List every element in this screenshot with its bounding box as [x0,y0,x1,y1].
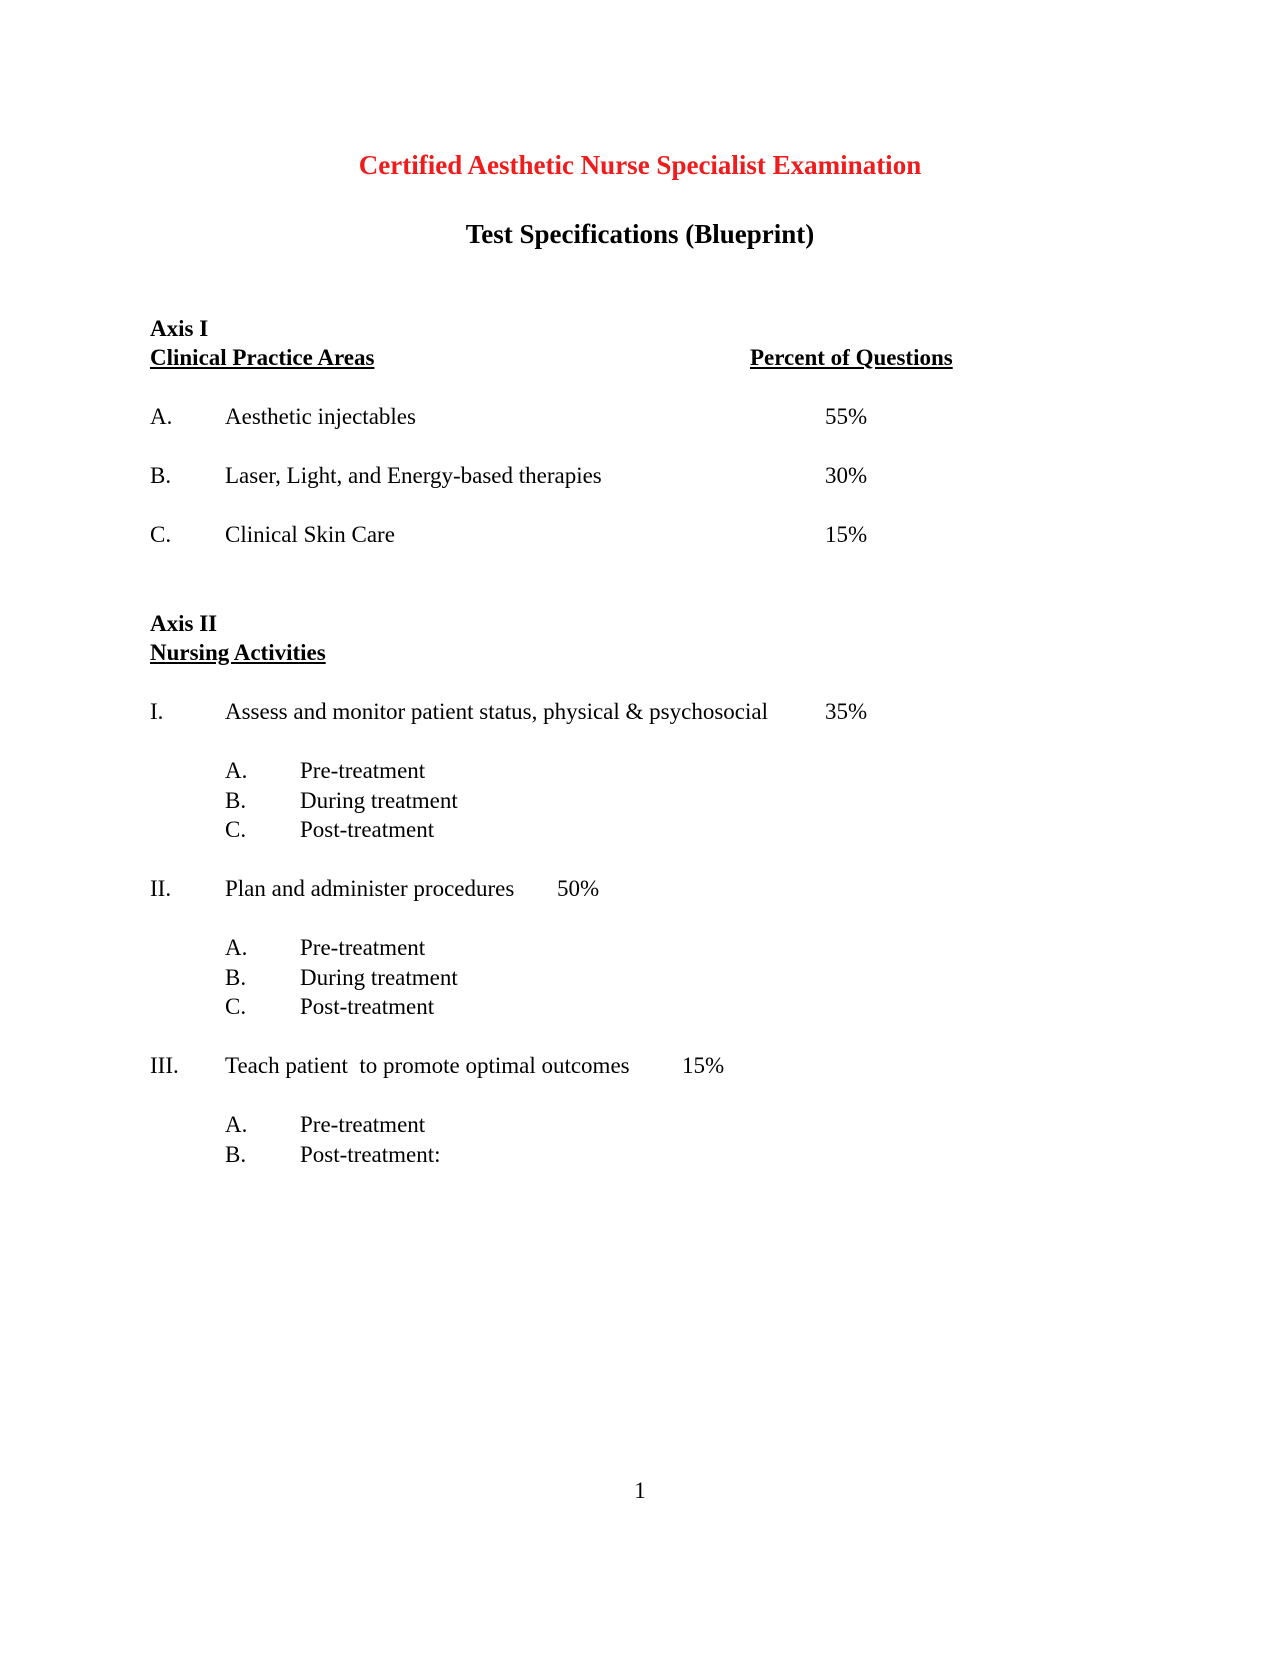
sub-item-label: Pre-treatment [300,935,426,960]
sub-item-letter: B. [225,965,247,990]
sub-item-letter: C. [225,817,247,842]
axis1-row-label: Aesthetic injectables [225,404,416,429]
nursing-activity-label: Assess and monitor patient status, physical & psychosocial [225,699,768,724]
nursing-activity-percent: 35% [825,699,868,724]
axis1-row-label: Clinical Skin Care [225,522,395,547]
axis1-heading: Axis I [150,316,209,341]
page-number: 1 [634,1478,646,1503]
sub-item-label: During treatment [300,788,458,813]
axis1-row-letter: C. [150,522,172,547]
sub-item-letter: A. [225,935,248,960]
sub-item-letter: B. [225,1142,247,1167]
sub-item-letter: B. [225,788,247,813]
nursing-activity-numeral: III. [150,1053,179,1078]
sub-item-label: Post-treatment: [300,1142,441,1167]
document-subtitle: Test Specifications (Blueprint) [465,219,815,249]
document-title: Certified Aesthetic Nurse Specialist Examination [358,150,922,180]
axis1-row-letter: B. [150,463,172,488]
sub-item-label: Post-treatment [300,994,435,1019]
axis1-percent-heading: Percent of Questions [750,345,953,370]
axis1-row-percent: 55% [825,404,868,429]
sub-item-letter: C. [225,994,247,1019]
axis2-heading: Axis II [150,611,218,636]
sub-item-label: Post-treatment [300,817,435,842]
nursing-activity-label: Teach patient to promote optimal outcomes [225,1053,630,1078]
axis1-row-percent: 30% [825,463,868,488]
nursing-activity-percent: 15% [682,1053,725,1078]
axis1-row-letter: A. [150,404,173,429]
sub-item-letter: A. [225,758,248,783]
axis2-column-heading: Nursing Activities [150,640,326,665]
nursing-activity-numeral: I. [150,699,164,724]
sub-item-letter: A. [225,1112,248,1137]
sub-item-label: Pre-treatment [300,758,426,783]
axis1-row-label: Laser, Light, and Energy-based therapies [225,463,602,488]
sub-item-label: Pre-treatment [300,1112,426,1137]
axis1-column-heading: Clinical Practice Areas [150,345,375,370]
nursing-activity-label: Plan and administer procedures [225,876,515,901]
sub-item-label: During treatment [300,965,458,990]
nursing-activity-numeral: II. [150,876,172,901]
nursing-activity-percent: 50% [557,876,600,901]
axis1-row-percent: 15% [825,522,868,547]
